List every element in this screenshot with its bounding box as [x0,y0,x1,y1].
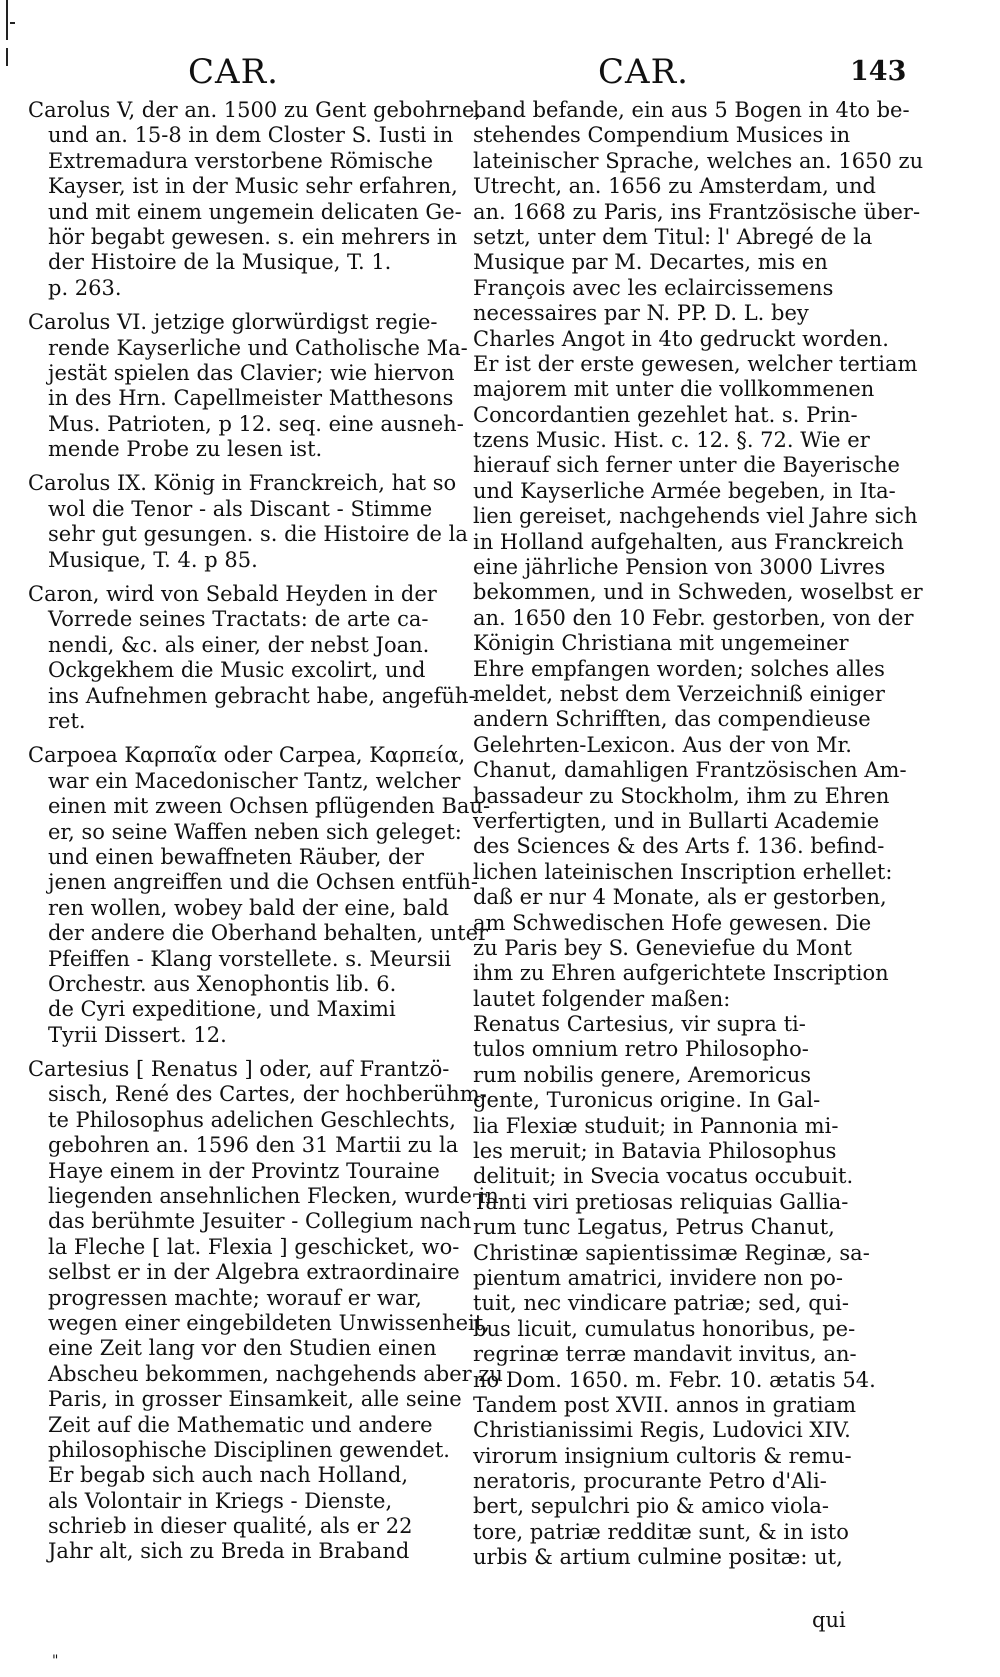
text-line: les meruit; in Batavia Philosophus [473,1139,837,1164]
entry [473,98,924,1012]
text-line: sisch, René des Cartes, der hochberühm- [48,1082,487,1107]
entry [28,471,468,573]
text-line: gebohren an. 1596 den 31 Martii zu la [48,1133,459,1158]
text-line: tzens Music. Hist. c. 12. §. 72. Wie er [473,428,870,453]
page-number: 143 [850,56,907,87]
text-line: und an. 15-8 in dem Closter S. Iusti in [48,123,454,148]
text-line: meldet, nebst dem Verzeichniß einiger [473,681,885,706]
text-line: urbis & artium culmine positæ: ut, [473,1545,843,1570]
text-line: des Sciences & des Arts f. 136. befind- [473,834,885,859]
text-line: virorum insignium cultoris & remu- [473,1443,852,1468]
right-column [473,98,924,1571]
text-line: und mit einem ungemein delicaten Ge- [48,199,462,224]
text-line: Kayser, ist in der Music sehr erfahren, [48,174,458,199]
catchword: qui [812,1608,846,1632]
text-line: Cartesius [ Renatus ] oder, auf Frantzö- [28,1057,450,1082]
text-line: ins Aufnehmen gebracht habe, angefüh- [48,683,476,708]
text-line: gente, Turonicus origine. In Gal- [473,1088,821,1113]
text-line: zu Paris bey S. Geneviefue du Mont [473,935,852,960]
text-line: Abscheu bekommen, nachgehends aber zu [48,1361,503,1386]
text-line: Er begab sich auch nach Holland, [48,1463,409,1488]
text-line: Carolus IX. König in Franckreich, hat so [28,471,457,496]
text-line: Gelehrten-Lexicon. Aus der von Mr. [473,732,852,757]
text-line: der andere die Oberhand behalten, unter [48,921,489,946]
text-line: Renatus Cartesius, vir supra ti- [473,1012,806,1037]
text-line: in des Hrn. Capellmeister Matthesons [48,386,454,411]
text-line: ihm zu Ehren aufgerichtete Inscription [473,961,889,986]
text-line: Tyrii Dissert. 12. [48,1022,227,1047]
entry [28,98,482,301]
text-line: jestät spielen das Clavier; wie hiervon [48,360,455,385]
left-column [28,98,503,1565]
text-line: Ehre empfangen worden; solches alles [473,656,885,681]
text-line: pientum amatrici, invidere non po- [473,1265,844,1290]
text-line: Haye einem in der Provintz Touraine [48,1158,440,1183]
text-line: Mus. Patrioten, p 12. seq. eine ausneh- [48,411,464,436]
text-line: bassadeur zu Stockholm, ihm zu Ehren [473,783,890,808]
text-line: Charles Angot in 4to gedruckt worden. [473,326,889,351]
entry [473,1012,903,1571]
text-line: band befande, ein aus 5 Bogen in 4to be- [473,98,910,122]
text-line: tulos omnium retro Philosopho- [473,1037,809,1062]
footer-mark: " [52,1653,59,1669]
text-line: rum tunc Legatus, Petrus Chanut, [473,1215,835,1240]
text-line: wegen einer eingebildeten Unwissenheit, [48,1310,490,1335]
text-line: stehendes Compendium Musices in [473,123,851,148]
entry [28,1057,503,1565]
text-line: mende Probe zu lesen ist. [48,437,323,462]
text-line: Utrecht, an. 1656 zu Amsterdam, und [473,174,876,199]
text-line: er, so seine Waffen neben sich geleget: [48,819,462,844]
running-head-left: CAR. [188,52,279,92]
text-line: Extremadura verstorbene Römische [48,148,434,173]
text-line: lichen lateinischen Inscription erhellet: [473,859,893,884]
text-line: Königin Christiana mit ungemeiner [473,631,849,656]
text-line: p. 263. [48,275,122,300]
text-line: Paris, in grosser Einsamkeit, alle seine [48,1387,462,1412]
text-line: daß er nur 4 Monate, als er gestorben, [473,885,887,910]
text-line: Tandem post XVII. annos in gratiam [473,1392,857,1417]
text-line: wol die Tenor - als Discant - Stimme [48,496,433,521]
text-line: Christianissimi Regis, Ludovici XIV. [473,1418,851,1443]
text-line: lateinischer Sprache, welches an. 1650 zu [473,148,924,173]
text-line: der Histoire de la Musique, T. 1. [48,250,392,275]
text-line: Caron, wird von Sebald Heyden in der [28,582,437,607]
text-line: rum nobilis genere, Aremoricus [473,1062,812,1087]
text-line: und einen bewaffneten Räuber, der [48,844,424,869]
text-line: Orchestr. aus Xenophontis lib. 6. [48,971,397,996]
text-line: eine Zeit lang vor den Studien einen [48,1336,437,1361]
text-line: Christinæ sapientissimæ Reginæ, sa- [473,1240,870,1265]
text-line: bekommen, und in Schweden, woselbst er [473,580,923,605]
text-line: Ockgekhem die Music excolirt, und [48,658,426,683]
text-line: regrinæ terræ mandavit invitus, an- [473,1342,857,1367]
entry-gap [28,301,448,310]
text-line: setzt, unter dem Titul: l' Abregé de la [473,224,873,249]
text-line: einen mit zween Ochsen pflügenden Bau- [48,794,491,819]
text-line: das berühmte Jesuiter - Collegium nach [48,1209,472,1234]
text-line: Concordantien gezehlet hat. s. Prin- [473,402,858,427]
text-line: delituit; in Svecia vocatus occubuit. [473,1164,854,1189]
text-line: lia Flexiæ studuit; in Pannonia mi- [473,1113,839,1138]
text-line: Carolus VI. jetzige glorwürdigst regie- [28,310,438,335]
text-line: de Cyri expeditione, und Maximi [48,997,396,1022]
text-line: hierauf sich ferner unter die Bayerische [473,453,900,478]
text-line: in Holland aufgehalten, aus Franckreich [473,529,904,554]
text-line: Vorrede seines Tractats: de arte ca- [48,607,429,632]
text-line: Er ist der erste gewesen, welcher tertiam [473,351,918,376]
text-line: Pfeiffen - Klang vorstellete. s. Meursii [48,946,452,971]
text-line: bus licuit, cumulatus honoribus, pe- [473,1316,856,1341]
text-line: neratoris, procurante Petro d'Ali- [473,1469,827,1494]
entry [28,743,491,1048]
entry [28,310,468,462]
running-head-right: CAR. [598,52,689,92]
text-line: necessaires par N. PP. D. L. bey [473,301,809,326]
text-line: liegenden ansehnlichen Flecken, wurde in [48,1184,499,1209]
text-line: te Philosophus adelichen Geschlechts, [48,1107,456,1132]
text-line: an. 1650 den 10 Febr. gestorben, von der [473,605,914,630]
text-line: la Fleche [ lat. Flexia ] geschicket, wo- [48,1234,460,1259]
page-edge-dash [10,22,15,24]
text-line: Musique par M. Decartes, mis en [473,250,828,275]
text-line: war ein Macedonischer Tantz, welcher [48,768,461,793]
entry-gap [28,462,448,471]
text-line: schrieb in dieser qualité, als er 22 [48,1514,413,1539]
text-line: selbst er in der Algebra extraordinaire [48,1260,460,1285]
page-edge-mark [6,0,8,40]
text-line: andern Schrifften, das compendieuse [473,707,871,732]
text-line: progressen machte; worauf er war, [48,1285,422,1310]
text-line: Chanut, damahligen Frantzösischen Am- [473,758,907,783]
text-line: lien gereiset, nachgehends viel Jahre sich [473,504,918,529]
text-line: lautet folgender maßen: [473,986,731,1011]
text-line: als Volontair in Kriegs - Dienste, [48,1488,393,1513]
entry-gap [28,734,448,743]
text-line: tore, patriæ redditæ sunt, & in isto [473,1519,849,1544]
text-line: Jahr alt, sich zu Breda in Braband [48,1539,410,1564]
text-line: no Dom. 1650. m. Febr. 10. ætatis 54. [473,1367,876,1392]
text-line: Tanti viri pretiosas reliquias Gallia- [473,1189,849,1214]
text-line: Zeit auf die Mathematic und andere [48,1412,433,1437]
text-line: ren wollen, wobey bald der eine, bald [48,895,449,920]
page-edge-mark [6,48,8,66]
text-line: am Schwedischen Hofe gewesen. Die [473,910,872,935]
text-line: an. 1668 zu Paris, ins Frantzösische über- [473,199,921,224]
text-line: eine jährliche Pension von 3000 Livres [473,555,886,580]
text-line: Carolus V, der an. 1500 zu Gent gebohrne, [28,98,482,122]
text-line: Carpoea Καρπαῖα oder Carpea, Καρπεία, [28,743,466,768]
entry [28,582,476,734]
text-line: sehr gut gesungen. s. die Histoire de la [48,522,468,547]
text-line: und Kayserliche Armée begeben, in Ita- [473,478,896,503]
text-line: philosophische Disciplinen gewendet. [48,1437,450,1462]
text-line: hör begabt gewesen. s. ein mehrers in [48,224,458,249]
text-line: ret. [48,708,86,733]
text-line: tuit, nec vindicare patriæ; sed, qui- [473,1291,849,1316]
entry-gap [28,1048,448,1057]
text-line: verfertigten, und in Bullarti Academie [473,808,880,833]
text-line: majorem mit unter die vollkommenen [473,377,875,402]
text-line: Musique, T. 4. p 85. [48,547,258,572]
text-line: bert, sepulchri pio & amico viola- [473,1494,829,1519]
text-line: nendi, &c. als einer, der nebst Joan. [48,632,430,657]
text-line: rende Kayserliche und Catholische Ma- [48,335,468,360]
text-line: jenen angreiffen und die Ochsen entfüh- [48,870,478,895]
entry-gap [28,573,448,582]
text-line: François avec les eclaircissemens [473,275,834,300]
